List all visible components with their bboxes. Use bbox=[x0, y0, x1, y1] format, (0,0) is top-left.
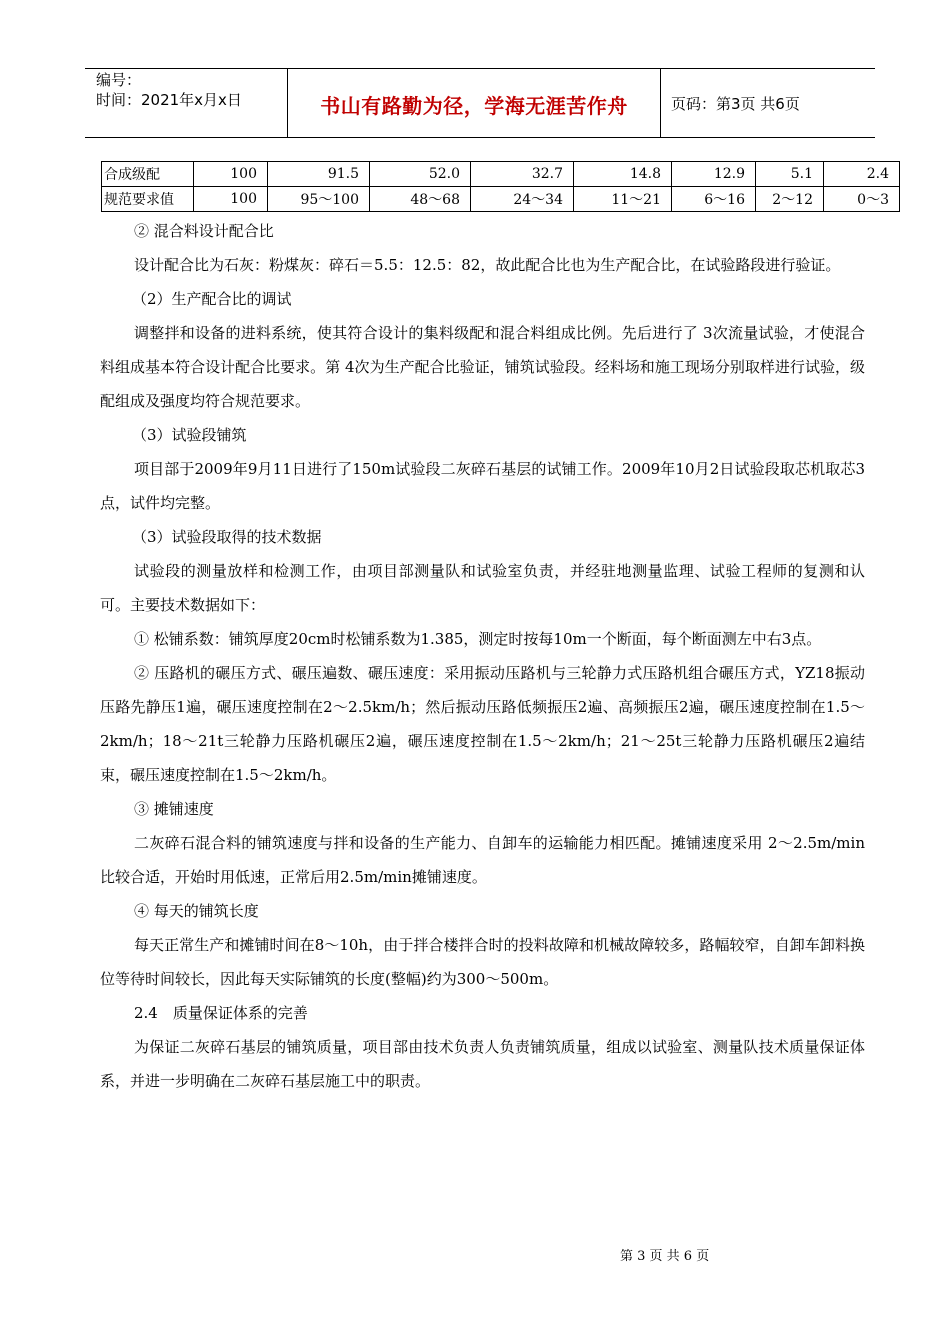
paragraph: 项目部于2009年9月11日进行了150m试验段二灰碎石基层的试铺工作。2009年10月2日试验段取芯机取芯3点，试件均完整。 bbox=[100, 460, 865, 512]
list-item: ① 松铺系数：铺筑厚度20cm时松铺系数为1.385，测定时按每10m一个断面，每个断面测左中右3点。 bbox=[134, 630, 822, 648]
table-cell: 91.5 bbox=[268, 162, 370, 187]
table-cell: 6～16 bbox=[672, 187, 756, 212]
footer-page-number: 第 3 页 共 6 页 bbox=[620, 1249, 710, 1264]
header-page-number: 页码：第3页 共6页 bbox=[671, 95, 800, 113]
table-cell: 2.4 bbox=[824, 162, 900, 187]
header-number: 编号： bbox=[96, 71, 142, 89]
subheading-paving-speed: ③ 摊铺速度 bbox=[134, 800, 214, 818]
table-cell: 12.9 bbox=[672, 162, 756, 187]
subheading-production-ratio: （2）生产配合比的调试 bbox=[132, 290, 292, 308]
section-heading-2-4: 2.4 质量保证体系的完善 bbox=[134, 1004, 308, 1022]
table-row bbox=[102, 187, 900, 212]
table-cell: 100 bbox=[194, 187, 268, 212]
table-cell: 52.0 bbox=[370, 162, 471, 187]
header-motto: 书山有路勤为径，学海无涯苦作舟 bbox=[320, 94, 628, 118]
table-cell: 100 bbox=[194, 162, 268, 187]
paragraph: 设计配合比为石灰：粉煤灰：碎石＝5.5：12.5：82，故此配合比也为生产配合比，在试验路段进行验证。 bbox=[134, 256, 841, 274]
table-cell: 0～3 bbox=[824, 187, 900, 212]
table-row bbox=[102, 162, 900, 187]
list-item: ② 压路机的碾压方式、碾压遍数、碾压速度：采用振动压路机与三轮静力式压路机组合碾压方式，YZ18振动压路先静压1遍，碾压速度控制在2～2.5km/h；然后振动压路低频振压2遍、高频振压2遍，碾压速度控制在1.5～2km/h；18～21t三轮静力压路机碾压2遍，碾压速度控制在1.5～2km/h；21～25t三轮静力压路机碾压2遍结束，碾压速度控制在1.5～2km/h。 bbox=[100, 664, 865, 784]
header-meta bbox=[96, 70, 242, 110]
subheading-mix-design: ② 混合料设计配合比 bbox=[134, 222, 274, 240]
paragraph: 每天正常生产和摊铺时间在8～10h，由于拌合楼拌合时的投料故障和机械故障较多，路幅较窄，自卸车卸料换位等待时间较长，因此每天实际铺筑的长度(整幅)约为300～500m。 bbox=[100, 936, 865, 988]
subheading-technical-data: （3）试验段取得的技术数据 bbox=[132, 528, 322, 546]
header-divider-right bbox=[660, 68, 661, 137]
paragraph: 二灰碎石混合料的铺筑速度与拌和设备的生产能力、自卸车的运输能力相匹配。摊铺速度采用 2～2.5m/min比较合适，开始时用低速，正常后用2.5m/min摊铺速度。 bbox=[100, 834, 865, 886]
table-cell: 5.1 bbox=[756, 162, 824, 187]
paragraph: 为保证二灰碎石基层的铺筑质量，项目部由技术负责人负责铺筑质量，组成以试验室、测量队技术质量保证体系，并进一步明确在二灰碎石基层施工中的职责。 bbox=[100, 1038, 865, 1090]
grading-table bbox=[101, 161, 900, 212]
subheading-trial-section: （3）试验段铺筑 bbox=[132, 426, 247, 444]
table-cell: 48～68 bbox=[370, 187, 471, 212]
table-cell-label: 规范要求值 bbox=[102, 187, 194, 212]
header-time: 时间：2021年x月x日 bbox=[96, 91, 242, 109]
subheading-daily-length: ④ 每天的铺筑长度 bbox=[134, 902, 259, 920]
table-cell: 95～100 bbox=[268, 187, 370, 212]
table-cell: 2～12 bbox=[756, 187, 824, 212]
paragraph: 调整拌和设备的进料系统，使其符合设计的集料级配和混合料组成比例。先后进行了 3次流量试验，才使混合料组成基本符合设计配合比要求。第 4次为生产配合比验证，铺筑试验段。经料场和施工现场分别取样进行试验，级配组成及强度均符合规范要求。 bbox=[100, 324, 865, 410]
document-body bbox=[100, 214, 865, 1098]
table-cell: 11～21 bbox=[574, 187, 672, 212]
paragraph: 试验段的测量放样和检测工作，由项目部测量队和试验室负责，并经驻地测量监理、试验工程师的复测和认可。主要技术数据如下： bbox=[100, 562, 865, 614]
table-cell: 24～34 bbox=[471, 187, 574, 212]
table-cell: 32.7 bbox=[471, 162, 574, 187]
table-cell-label: 合成级配 bbox=[102, 162, 194, 187]
header-bottom-rule bbox=[85, 137, 875, 138]
table-cell: 14.8 bbox=[574, 162, 672, 187]
header-top-rule bbox=[85, 68, 875, 69]
